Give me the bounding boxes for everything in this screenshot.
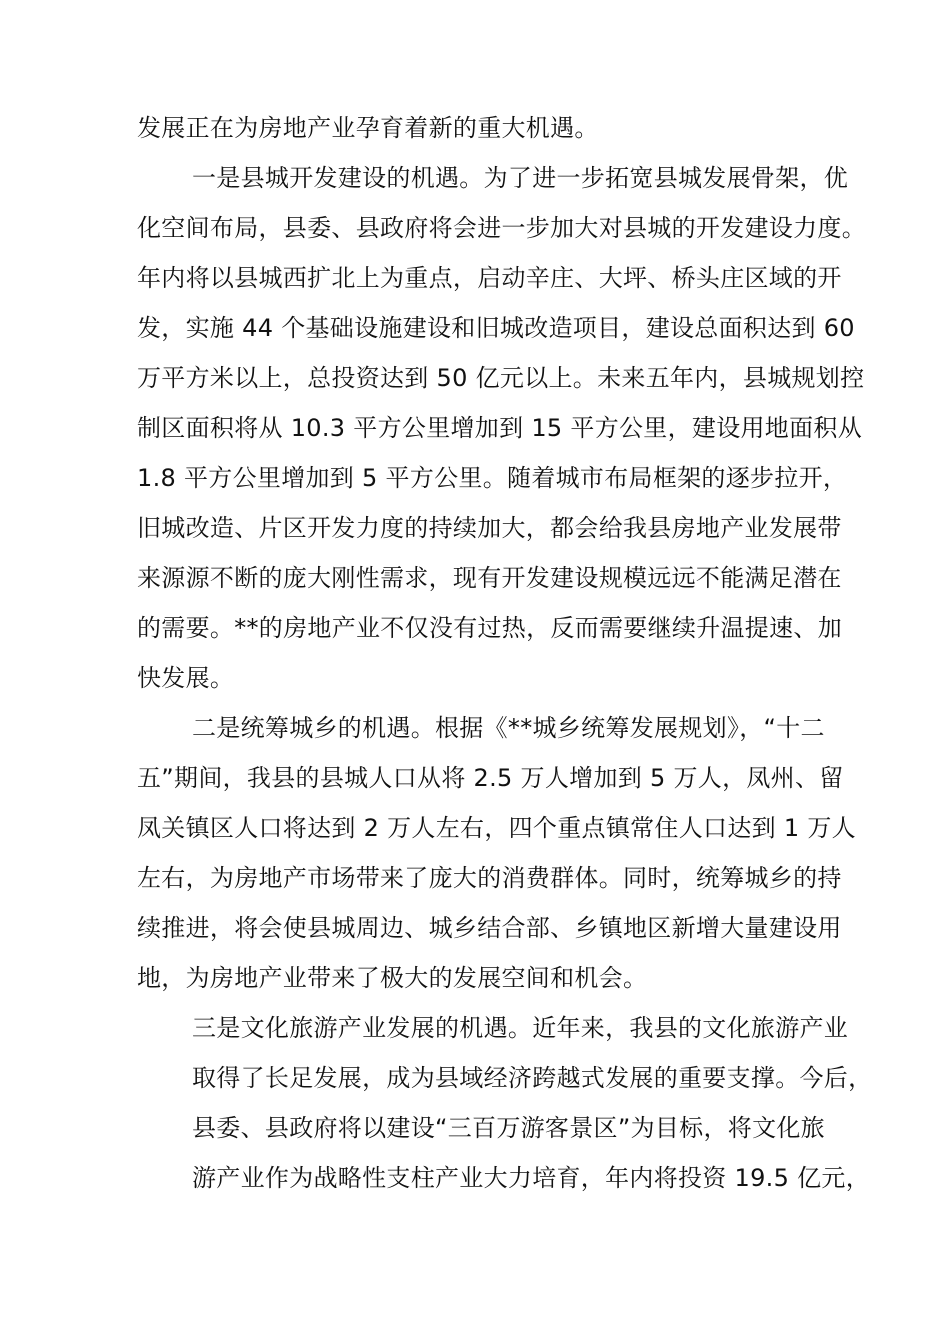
text-line: 来源源不断的庞大刚性需求，现有开发建设规模远远不能满足潜在: [137, 564, 842, 592]
text-line: 续推进，将会使县城周边、城乡结合部、乡镇地区新增大量建设用: [137, 914, 842, 942]
paragraph-3-first-line: 三是文化旅游产业发展的机遇。近年来，我县的文化旅游产业: [192, 1014, 849, 1042]
text-line: 发展正在为房地产业孕育着新的重大机遇。: [137, 114, 599, 142]
paragraph-1-first-line: 一是县城开发建设的机遇。为了进一步拓宽县城发展骨架，优: [192, 164, 849, 192]
text-line: 凤关镇区人口将达到 2 万人左右，四个重点镇常住人口达到 1 万人: [137, 814, 856, 842]
paragraph-2-first-line: 二是统筹城乡的机遇。根据《**城乡统筹发展规划》，“十二: [192, 714, 825, 742]
text-line: 旧城改造、片区开发力度的持续加大，都会给我县房地产业发展带: [137, 514, 842, 542]
text-line: 的需要。**的房地产业不仅没有过热，反而需要继续升温提速、加: [137, 614, 842, 642]
text-line: 化空间布局，县委、县政府将会进一步加大对县城的开发建设力度。: [137, 214, 866, 242]
text-line: 万平方米以上，总投资达到 50 亿元以上。未来五年内，县城规划控: [137, 364, 865, 392]
text-line: 取得了长足发展，成为县域经济跨越式发展的重要支撑。今后，: [192, 1064, 873, 1092]
text-line: 县委、县政府将以建设“三百万游客景区”为目标，将文化旅: [192, 1114, 825, 1142]
text-line: 1.8 平方公里增加到 5 平方公里。随着城市布局框架的逐步拉开，: [137, 464, 848, 492]
text-line: 年内将以县城西扩北上为重点，启动辛庄、大坪、桥头庄区域的开: [137, 264, 842, 292]
text-line: 制区面积将从 10.3 平方公里增加到 15 平方公里，建设用地面积从: [137, 414, 862, 442]
text-line: 游产业作为战略性支柱产业大力培育，年内将投资 19.5 亿元，: [192, 1164, 870, 1192]
text-line: 地，为房地产业带来了极大的发展空间和机会。: [137, 964, 648, 992]
text-line: 发，实施 44 个基础设施建设和旧城改造项目，建设总面积达到 60: [137, 314, 855, 342]
text-line: 左右，为房地产市场带来了庞大的消费群体。同时，统筹城乡的持: [137, 864, 842, 892]
text-line: 快发展。: [137, 664, 235, 692]
text-line: 五”期间，我县的县城人口从将 2.5 万人增加到 5 万人，凤州、留: [137, 764, 844, 792]
